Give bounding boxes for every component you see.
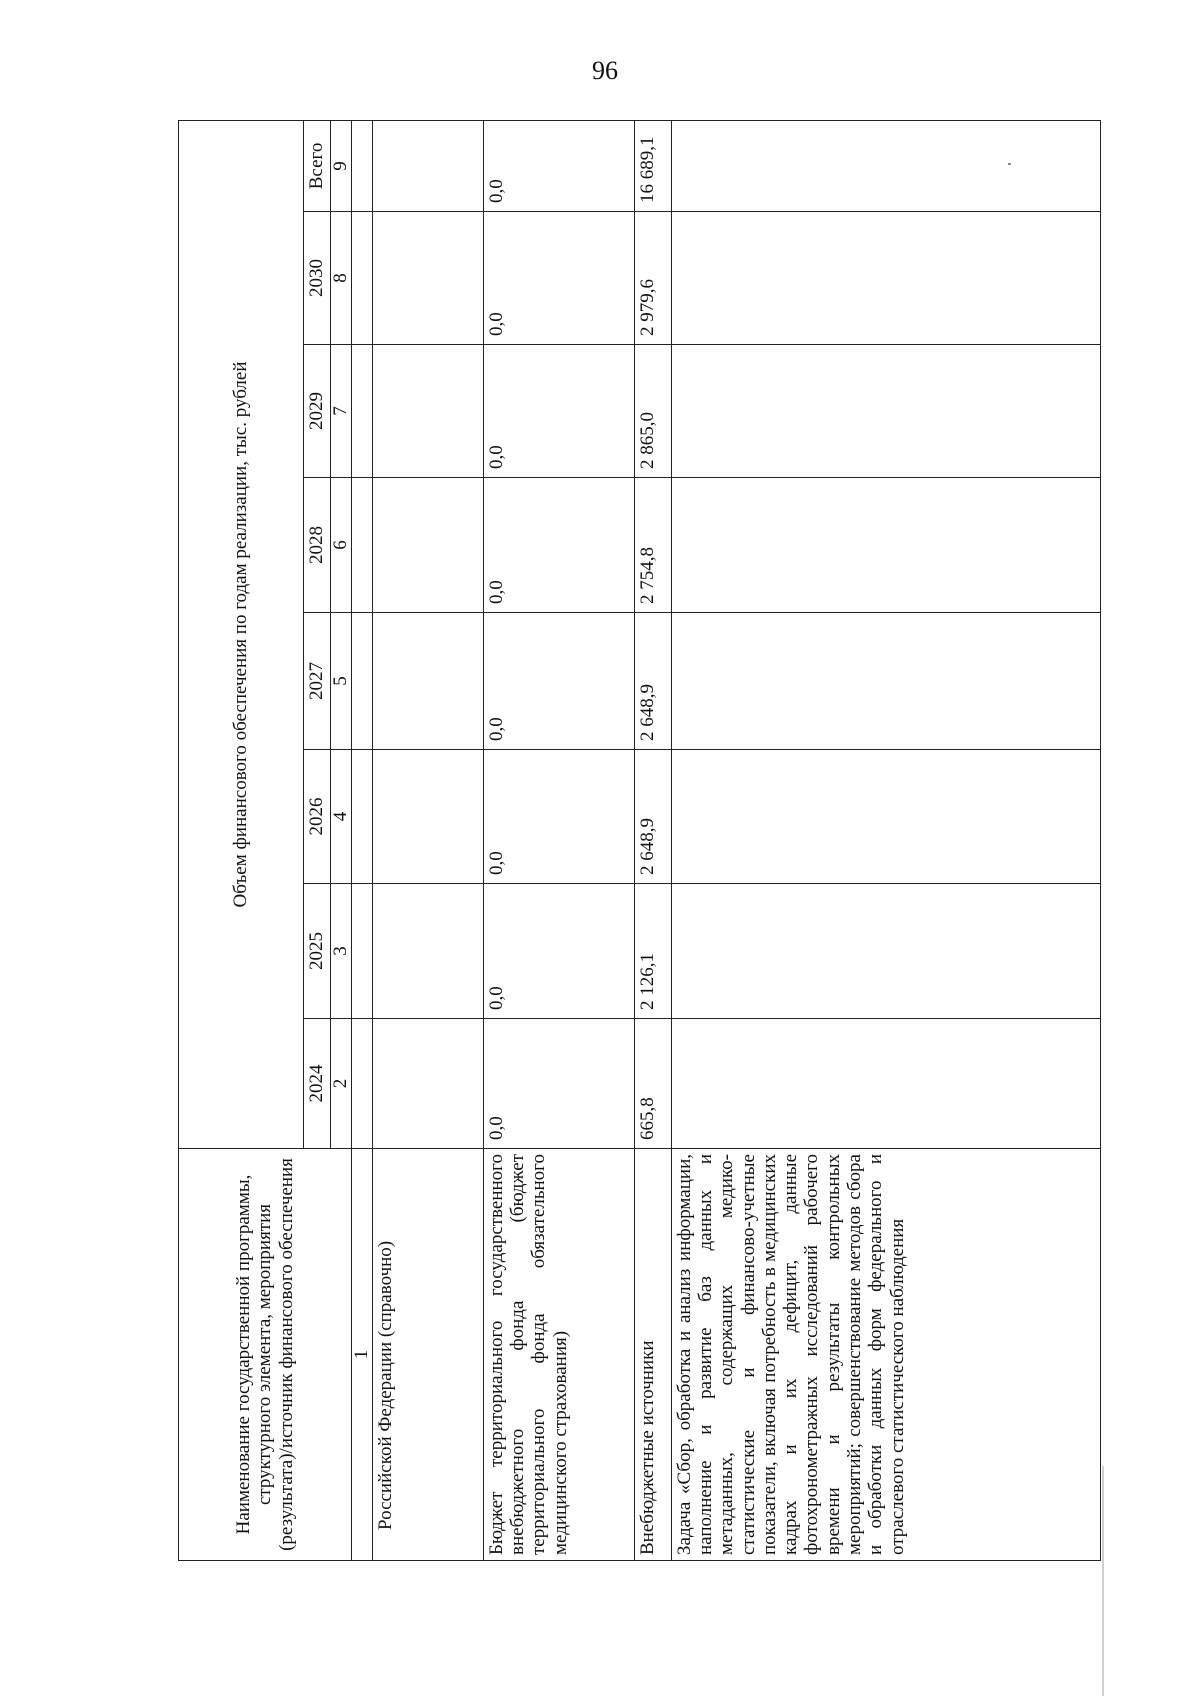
column-number: 3 [331,884,352,1019]
table-row [483,120,634,1560]
value-cell: 2 754,8 [634,478,671,613]
page-number: 96 [592,56,618,85]
empty-cell [351,212,372,345]
value-cell: 2 979,6 [634,212,671,345]
value-cell: 0,0 [483,478,634,613]
year-header: 2028 [304,478,331,613]
value-cell [671,478,1100,613]
row-label: Бюджет территориального государственного внебюджетного фонда (бюджет территориального фонда обязательного медицинского страхования) [483,1149,634,1561]
table-wrapper [178,121,1110,1561]
column-number: 9 [331,120,352,211]
value-cell: 0,0 [483,884,634,1019]
scan-speck [1008,163,1011,165]
total-header: Всего [304,120,331,211]
year-header: 2029 [304,345,331,478]
value-cell [671,120,1100,211]
value-cell: 0,0 [483,1019,634,1149]
value-cell: 2 865,0 [634,345,671,478]
row-label: Внебюджетные источники [634,1149,671,1561]
empty-cell [351,345,372,478]
value-cell [372,478,483,613]
value-cell: 0,0 [483,212,634,345]
column-number: 5 [331,613,352,750]
empty-cell [351,750,372,884]
column-number: 1 [351,1149,372,1561]
value-cell: 665,8 [634,1019,671,1149]
column-number: 2 [331,1019,352,1149]
row-label: Задача «Сбор, обработка и анализ информации, наполнение и развитие баз данных и метаданных, содержащих медико-статистические и финансово-учетные показатели, включая потребность в медицинских кадрах и их дефицит, данные фотохронометражных исследований рабочего времени и результаты контрольных мероприятий; совершенствование методов сбора и обработки данных форм федерального и отраслевого статистического наблюдения [671,1149,1100,1561]
value-cell [671,212,1100,345]
value-cell [671,345,1100,478]
value-cell: 2 126,1 [634,884,671,1019]
value-cell: 0,0 [483,120,634,211]
header-volume-caption: Объем финансового обеспечения по годам реализации, тыс. рублей [179,120,304,1148]
column-number: 6 [331,478,352,613]
row-label: Российской Федерации (справочно) [372,1149,483,1561]
empty-cell [351,120,372,211]
value-cell [671,613,1100,750]
year-header: 2024 [304,1019,331,1149]
value-cell [671,750,1100,884]
year-header: 2027 [304,613,331,750]
value-cell [372,212,483,345]
table-row [372,120,483,1560]
value-cell [372,613,483,750]
year-header: 2030 [304,212,331,345]
year-header: 2025 [304,884,331,1019]
value-cell: 2 648,9 [634,750,671,884]
value-cell [671,1019,1100,1149]
value-cell: 16 689,1 [634,120,671,211]
header-name-column: Наименование государственной программы, структурного элемента, мероприятия (результата)/источник финансового обеспечения [179,1149,352,1561]
value-cell: 0,0 [483,345,634,478]
empty-cell [351,613,372,750]
value-cell [671,884,1100,1019]
empty-cell [351,1019,372,1149]
value-cell: 0,0 [483,613,634,750]
financing-table [178,120,1101,1561]
column-number: 7 [331,345,352,478]
column-number: 8 [331,212,352,345]
scan-edge-line [1102,1466,1104,1696]
empty-cell [351,478,372,613]
table-row [634,120,671,1560]
table-row [671,120,1100,1560]
rotated-table-container [178,121,1110,1561]
value-cell [372,120,483,211]
year-header: 2026 [304,750,331,884]
value-cell: 0,0 [483,750,634,884]
value-cell [372,1019,483,1149]
value-cell [372,750,483,884]
column-number: 4 [331,750,352,884]
value-cell [372,345,483,478]
value-cell [372,884,483,1019]
value-cell: 2 648,9 [634,613,671,750]
empty-cell [351,884,372,1019]
